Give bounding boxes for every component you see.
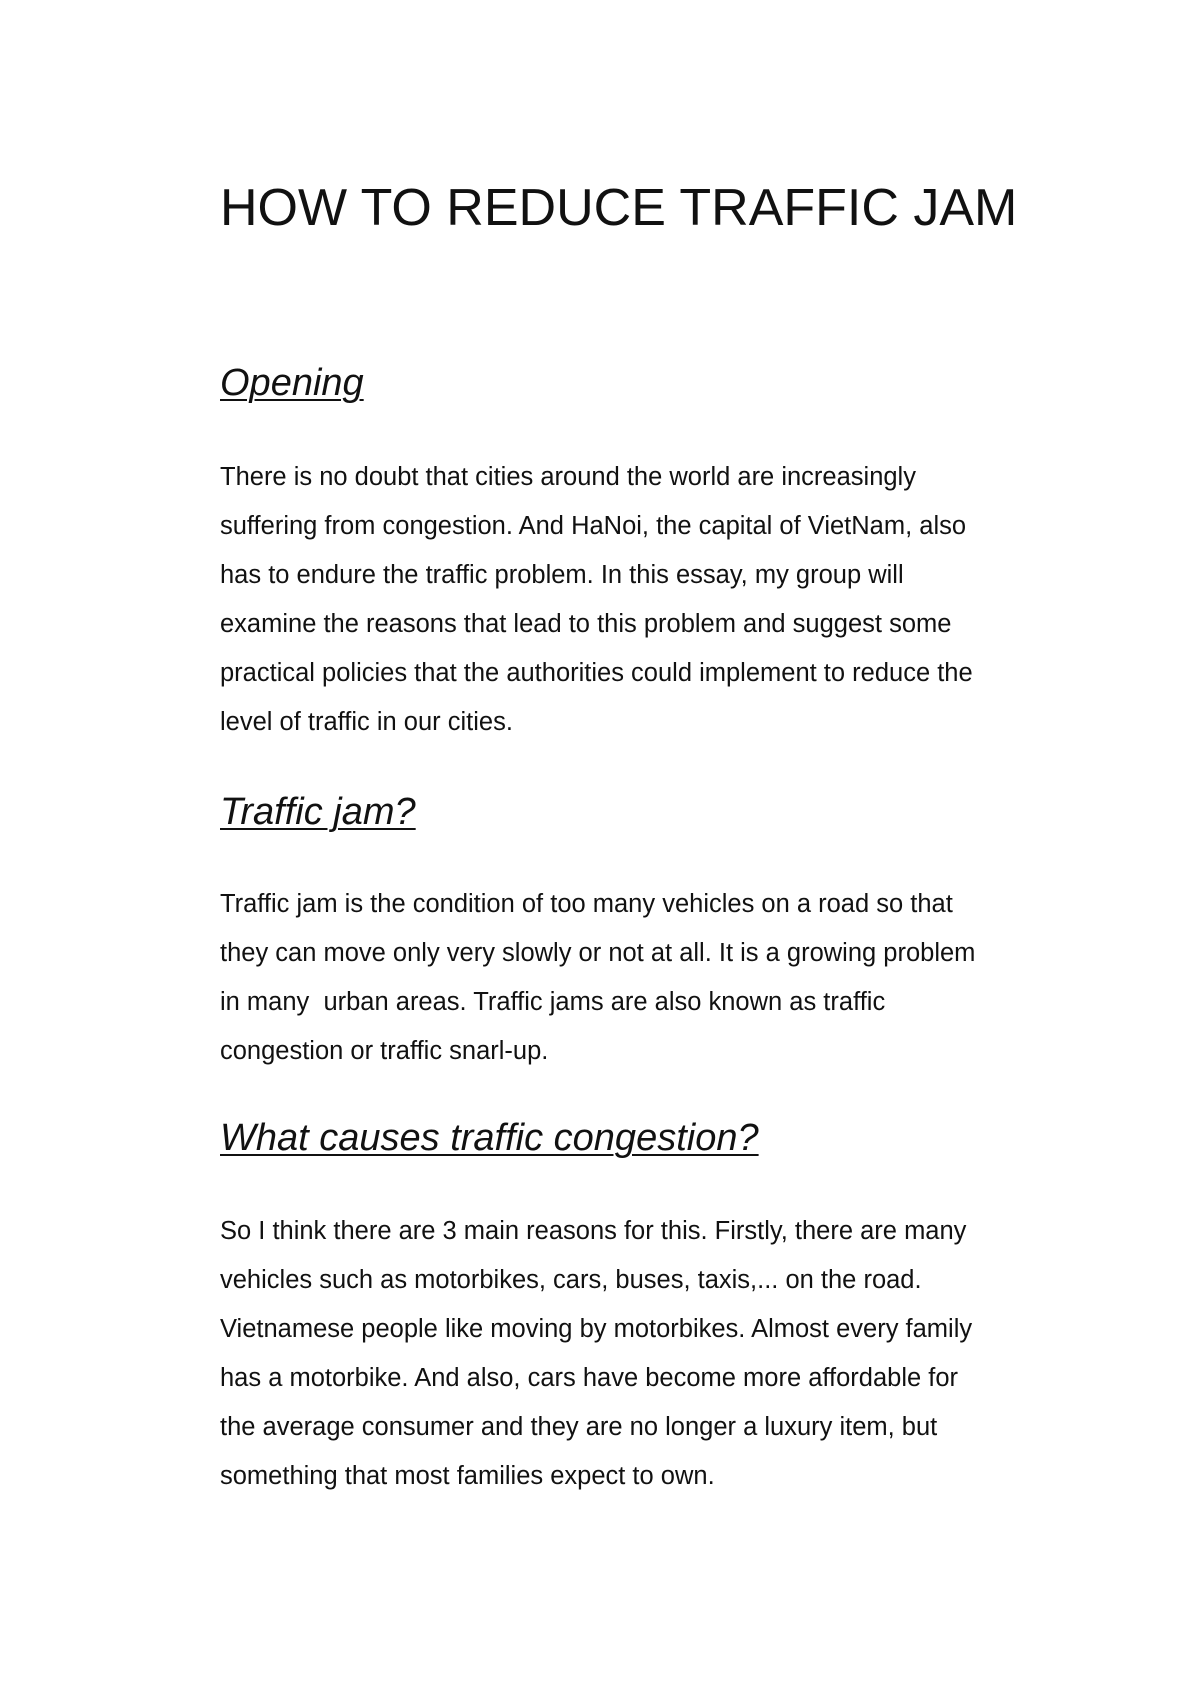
paragraph-line: they can move only very slowly or not at all. It is a growing problem	[220, 939, 976, 967]
paragraph-line: level of traffic in our cities.	[220, 708, 513, 736]
section-heading-traffic-jam: Traffic jam?	[220, 791, 416, 833]
paragraph-line: has a motorbike. And also, cars have become more affordable for	[220, 1364, 959, 1392]
document-title: HOW TO REDUCE TRAFFIC JAM	[220, 179, 1018, 237]
paragraph-line: Vietnamese people like moving by motorbikes. Almost every family	[220, 1315, 973, 1343]
paragraph-line: There is no doubt that cities around the world are increasingly	[220, 463, 916, 491]
paragraph-line: has to endure the traffic problem. In this essay, my group will	[220, 561, 904, 589]
paragraph-line: suffering from congestion. And HaNoi, the capital of VietNam, also	[220, 512, 967, 540]
paragraph-line: congestion or traffic snarl-up.	[220, 1037, 549, 1065]
section-paragraph-opening	[220, 453, 1090, 747]
paragraph-line: examine the reasons that lead to this problem and suggest some	[220, 610, 952, 638]
section-heading-opening: Opening	[220, 362, 364, 404]
section-paragraph-traffic-jam	[220, 880, 1090, 1076]
paragraph-line: vehicles such as motorbikes, cars, buses, taxis,... on the road.	[220, 1266, 922, 1294]
paragraph-line: practical policies that the authorities could implement to reduce the	[220, 659, 973, 687]
paragraph-line: in many urban areas. Traffic jams are also known as traffic	[220, 988, 886, 1016]
section-paragraph-causes	[220, 1207, 1090, 1501]
section-heading-causes: What causes traffic congestion?	[220, 1117, 759, 1159]
paragraph-line: Traffic jam is the condition of too many vehicles on a road so that	[220, 890, 953, 918]
paragraph-line: something that most families expect to own.	[220, 1462, 715, 1490]
paragraph-line: the average consumer and they are no longer a luxury item, but	[220, 1413, 938, 1441]
paragraph-line: So I think there are 3 main reasons for this. Firstly, there are many	[220, 1217, 967, 1245]
